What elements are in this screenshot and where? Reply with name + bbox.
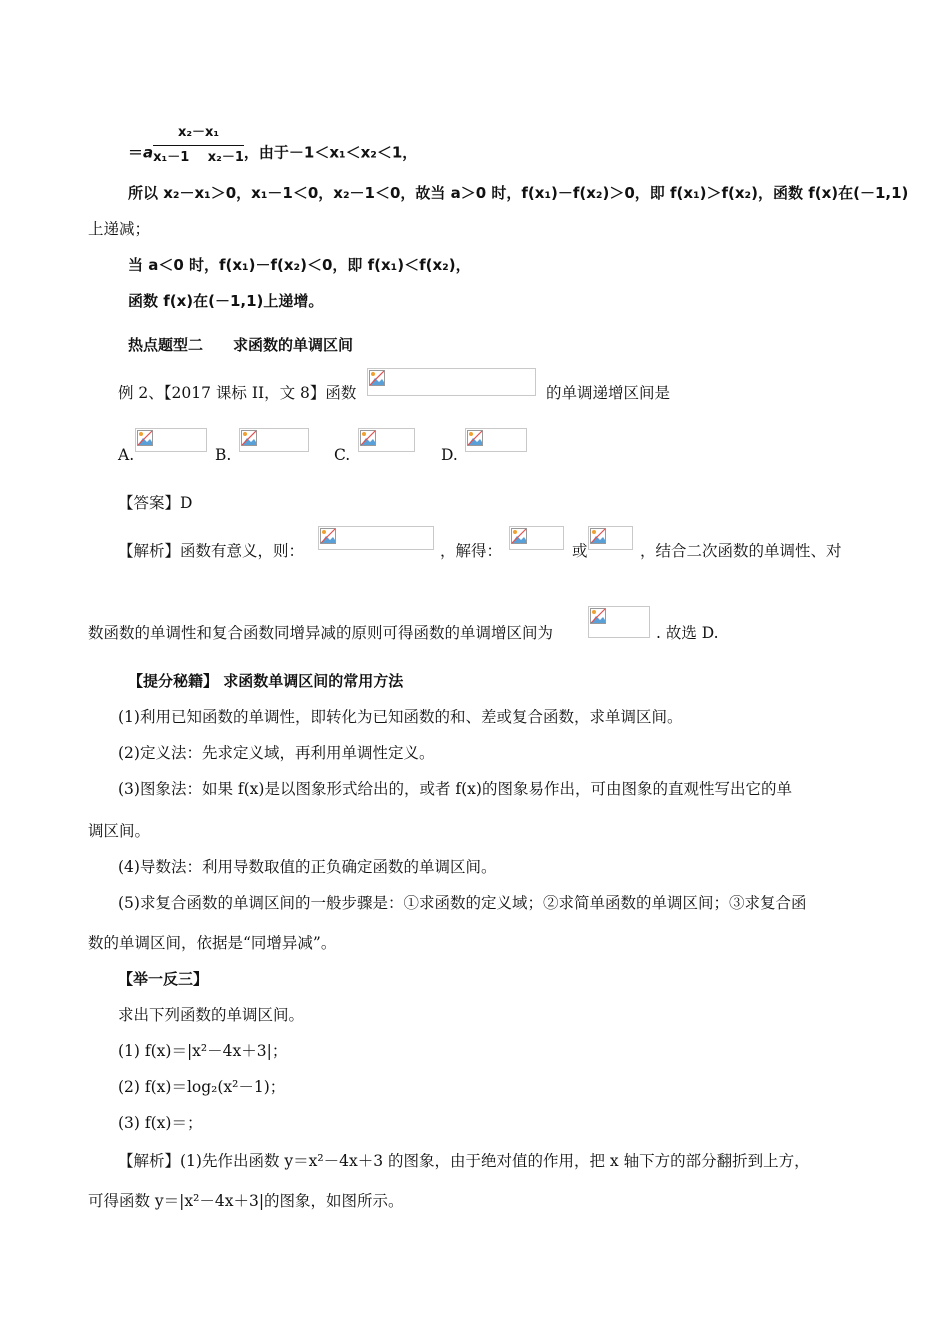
broken-image-icon [369,370,385,386]
example-2-suffix: 的单调递增区间是 [546,384,671,402]
formula-image [367,368,536,396]
equals-sign: ＝ [128,143,144,162]
fraction-denominator: x₁－1 x₂－1 [153,150,244,165]
broken-image-icon [320,528,336,544]
analysis-formula-2 [509,526,564,550]
practice-intro: 求出下列函数的单调区间。 [118,1006,305,1024]
tip-1: (1)利用已知函数的单调性，即转化为已知函数的和、差或复合函数，求单调区间。 [118,708,683,726]
analysis-formula-3 [588,526,633,550]
analysis-line-2: 数函数的单调性和复合函数同增异减的原则可得函数的单调增区间为 [88,624,554,642]
analysis-formula-4 [588,606,650,638]
option-b-label: B. [215,446,232,464]
broken-image-icon [511,528,527,544]
tip-5-continued: 数的单调区间，依据是“同增异减”。 [88,934,337,952]
analysis-prefix: 【解析】函数有意义，则： [118,542,305,560]
analysis-solve-text: ，解得： [440,542,503,560]
solution-line-2: 可得函数 y＝|x²－4x＋3|的图象，如图所示。 [88,1192,404,1210]
practice-item-2: (2) f(x)＝log₂(x²－1)； [118,1078,286,1096]
tip-3-continued: 调区间。 [88,822,151,840]
derivation-line-2: 所以 x₂－x₁＞0，x₁－1＜0，x₂－1＜0，故当 a＞0 时，f(x₁)－f(x₂)＞0，即 f(x₁)＞f(x₂)，函数 f(x)在(－1,1) [128,184,909,202]
derivation-line-1 [128,125,418,169]
derivation-line-5: 函数 f(x)在(－1,1)上递增。 [128,292,324,310]
broken-image-icon [360,430,376,446]
broken-image-icon [467,430,483,446]
option-a-image [135,428,207,452]
option-c-label: C. [334,446,351,464]
broken-image-icon [590,608,606,624]
broken-image-icon [137,430,153,446]
analysis-or-text: 或 [572,542,588,560]
tip-2: (2)定义法：先求定义域，再利用单调性定义。 [118,744,435,762]
fraction-numerator: x₂－x₁ [153,122,244,146]
tip-5: (5)求复合函数的单调区间的一般步骤是：①求函数的定义域；②求简单函数的单调区间；③求复合函 [118,894,807,912]
answer-line: 【答案】D [118,494,193,512]
section-heading: 热点题型二 求函数的单调区间 [128,336,354,354]
option-a-label: A. [118,446,135,464]
analysis-formula-1 [318,526,434,550]
option-d-label: D. [441,446,458,464]
practice-heading: 【举一反三】 [118,970,209,988]
fraction [153,122,244,169]
condition-text: ，由于－1＜x₁＜x₂＜1， [243,143,418,162]
solution-line-1: 【解析】(1)先作出函数 y＝x²－4x＋3 的图象，由于绝对值的作用，把 x 轴下方的部分翻折到上方， [118,1152,810,1170]
analysis-suffix: ，结合二次函数的单调性、对 [640,542,842,560]
tip-3: (3)图象法：如果 f(x)是以图象形式给出的，或者 f(x)的图象易作出，可由图象的直观性写出它的单 [118,780,792,798]
derivation-line-3: 上递减； [88,220,151,238]
option-b-image [239,428,309,452]
tip-4: (4)导数法：利用导数取值的正负确定函数的单调区间。 [118,858,497,876]
practice-item-3: (3) f(x)＝； [118,1114,203,1132]
option-c-image [358,428,415,452]
broken-image-icon [241,430,257,446]
example-2-prefix: 例 2、【2017 课标 II，文 8】函数 [118,384,357,402]
broken-image-icon [590,528,606,544]
tips-heading: 【提分秘籍】 求函数单调区间的常用方法 [128,672,404,690]
analysis-conclusion: . 故选 D. [656,624,719,642]
option-d-image [465,428,527,452]
coefficient-a: a [143,143,154,162]
practice-item-1: (1) f(x)＝|x²－4x＋3|； [118,1042,288,1060]
derivation-line-4: 当 a＜0 时，f(x₁)－f(x₂)＜0，即 f(x₁)＜f(x₂)， [128,256,471,274]
